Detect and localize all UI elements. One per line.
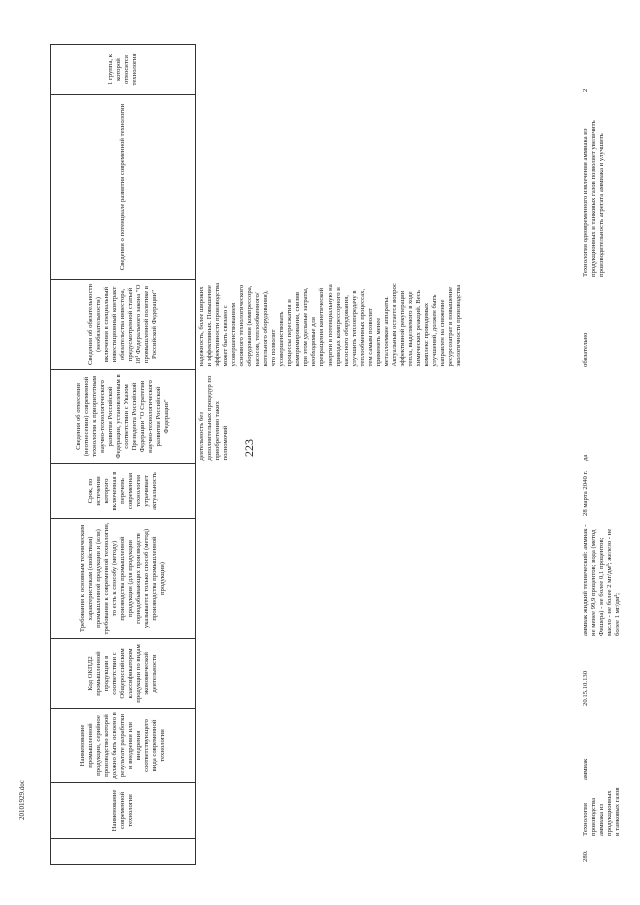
header-priority: Сведения об отнесении (неотнесении) современной технологии к приоритетным научно-технологического развития Российской Федерации, установленным в соответствии с Указом Президента Российской Федерации "О Стратегии научно-технологического развития Российской Федерации" (51, 370, 196, 464)
technology-table-row-280 (580, 45, 624, 865)
technology-table (50, 44, 580, 865)
row-obligation: обязательно (582, 332, 589, 367)
rotated-table-region (50, 45, 622, 865)
header-product: Наименование промышленной продукции, серийное производство которой должно быть освоено в результате разработки и внедрения или внедрения соответствующего вида современной технологии (51, 709, 196, 783)
row-number: 280. (582, 850, 589, 862)
continuation-potential: надежность, более широких и эффективных. Повышение эффективности производства может быть связано с усовершенствованием основного технологического оборудования (компрессора, насосов, теплообменного/котельного оборудования), что позволит усовершенствовать процессы пересжатия и компримирования, снизив при этом удельные затраты, необходимые для превращения кинетической энергии в потенциальную на приводах компрессорного и насосного оборудования, улучшить теплопередачу в теплообменных процессах, тем самым позволит применять менее металлоемкие аппараты. Актуальным остается вопрос эффективной рекуперации тепла, выделяемого в ходе химических реакций. Весь комплекс проводимых улучшений, должен быть направлен на снижение ресурсозатрат и повышение экологичности производства (196, 280, 581, 370)
row-requirements: аммиак жидкий технический: аммиак - не менее 99,9 процентов; вода (метод Фишера) - не более 0,1 процентов; масло - не более 2 мг/дм³; железо - не более 1 мг/дм³; (582, 524, 622, 636)
table-header-row (51, 45, 196, 865)
continuation-row (196, 45, 581, 865)
header-potential: Сведения о потенциале развития современной технологии (51, 95, 196, 280)
row-group: 2 (582, 88, 589, 92)
row-okpd2: 20.15.10.130 (582, 670, 589, 706)
header-requirements: Требования к основным техническим характеристикам (свойствам) промышленной продукции и (или) требования к современной технологии, то есть к способу (методу) производства промышленной продукции (для продукции горнодобывающих производств указывается только способ (метод) производства промышленной продукции) (51, 519, 196, 639)
document-filename: 20101929.doc (18, 780, 26, 820)
header-technology: Наименование современной технологии (51, 783, 196, 839)
header-group: 1 группа, к которой относится технология (51, 45, 196, 95)
header-deadline: Срок, по истечении которого включенная в перечень современная технология утрачивает актуальность (51, 464, 196, 519)
table-row (580, 45, 624, 865)
header-okpd2: Код ОКПД2 промышленной продукции в соответствии с Общероссийским классификатором продукции по видам экономической деятельности (51, 639, 196, 709)
row-product: аммиак (582, 758, 589, 780)
header-obligation: Сведения об обязательности (необязательности) включения в специальный инвестиционный контракт обязательства инвестора, предусмотренной статьей 18¹ Федерального закона "О промышленной политике в Российской Федерации" (51, 280, 196, 370)
row-priority: да (582, 454, 589, 461)
row-potential: Технология одновременного извлечения аммиака из продукционных и танковых газов позволяет увеличить производительность агрегата аммиака и улучшить (582, 120, 606, 277)
header-number (51, 839, 196, 865)
page-number: 223 (242, 439, 256, 457)
continuation-obligation: деятельность без дополнительных процедур по приобретению таких полномочий (196, 370, 581, 464)
row-deadline: 28 марта 2040 г. (582, 470, 589, 516)
row-technology: Технология производства аммиака из продукционных и танковых газов (582, 787, 622, 836)
